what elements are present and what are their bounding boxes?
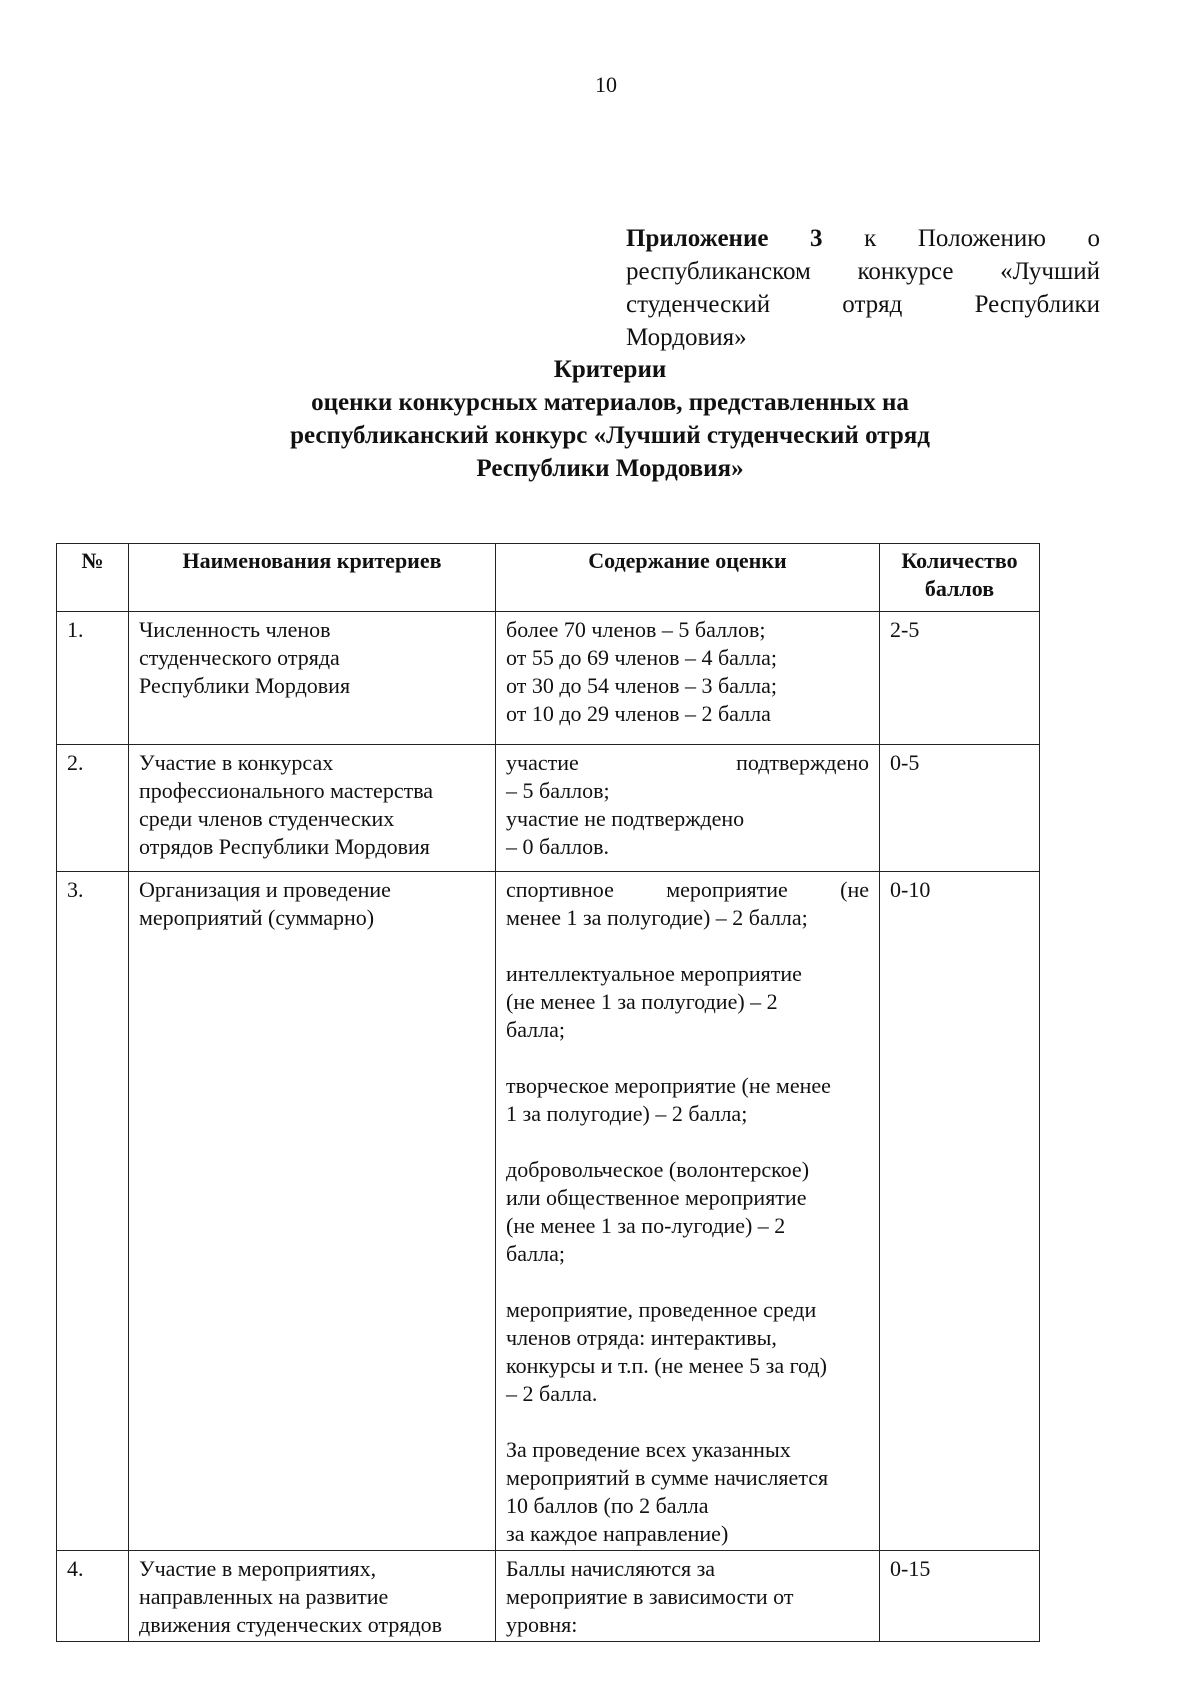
appendix-note (626, 222, 1100, 354)
table-row (57, 872, 1040, 1551)
row-content (496, 872, 880, 1551)
row-content: более 70 членов – 5 баллов; от 55 до 69 членов – 4 балла; от 30 до 54 членов – 3 балла; от 10 до 29 членов – 2 балла (496, 612, 880, 745)
header-content: Содержание оценки (496, 544, 880, 612)
row-criterion: Численность членов студенческого отряда Республики Мордовия (129, 612, 496, 745)
row-num: 4. (57, 1551, 129, 1642)
content-paragraph: добровольческое (волонтерское) или общественное мероприятие (не менее 1 за по-лугодие) – 2 балла; (506, 1157, 810, 1266)
row-num: 3. (57, 872, 129, 1551)
row-points: 0-5 (880, 745, 1040, 872)
table-row (57, 612, 1040, 745)
appendix-line-3: студенческий отряд Республики (626, 291, 1100, 318)
criteria-table (56, 543, 1040, 1642)
content-paragraph: За проведение всех указанных мероприятий в сумме начисляется 10 баллов (по 2 балла за каждое направление) (506, 1437, 829, 1546)
row-criterion: Участие в мероприятиях, направленных на развитие движения студенческих отрядов (129, 1551, 496, 1642)
table-row (57, 745, 1040, 872)
row-points: 2-5 (880, 612, 1040, 745)
row-num: 2. (57, 745, 129, 872)
row-points: 0-10 (880, 872, 1040, 1551)
appendix-line-2: республиканском конкурсе «Лучший (626, 258, 1100, 285)
header-name: Наименования критериев (129, 544, 496, 612)
content-paragraph: интеллектуальное мероприятие (не менее 1 за полугодие) – 2 балла; (506, 961, 802, 1042)
heading-line-1: Критерии (553, 356, 667, 383)
row-num: 1. (57, 612, 129, 745)
heading-line-4: Республики Мордовия» (476, 455, 744, 482)
row-criterion: Участие в конкурсах профессионального мастерства среди членов студенческих отрядов Республики Мордовия (129, 745, 496, 872)
table-header-row (57, 544, 1040, 612)
content-paragraph: спортивное мероприятие (не менее 1 за полугодие) – 2 балла; (506, 877, 869, 930)
header-num: № (57, 544, 129, 612)
row-content: Баллы начисляются за мероприятие в зависимости от уровня: (496, 1551, 880, 1642)
content-paragraph: творческое мероприятие (не менее 1 за полугодие) – 2 балла; (506, 1073, 831, 1126)
heading-line-3: республиканский конкурс «Лучший студенческий отряд (290, 422, 930, 449)
row-points: 0-15 (880, 1551, 1040, 1642)
row-criterion: Организация и проведение мероприятий (суммарно) (129, 872, 496, 1551)
appendix-line-4: Мордовия» (626, 324, 747, 351)
table-row (57, 1551, 1040, 1642)
appendix-line-1: Приложение 3 к Положению о (626, 225, 1101, 252)
header-points: Количество баллов (880, 544, 1040, 612)
content-paragraph: мероприятие, проведенное среди членов отряда: интерактивы, конкурсы и т.п. (не менее 5 за год) – 2 балла. (506, 1297, 827, 1406)
document-heading (0, 353, 1200, 485)
appendix-label: Приложение 3 (626, 225, 823, 252)
page-number: 10 (595, 72, 617, 97)
row-content: участие подтверждено – 5 баллов; участие не подтверждено – 0 баллов. (496, 745, 880, 872)
heading-line-2: оценки конкурсных материалов, представленных на (311, 389, 909, 416)
